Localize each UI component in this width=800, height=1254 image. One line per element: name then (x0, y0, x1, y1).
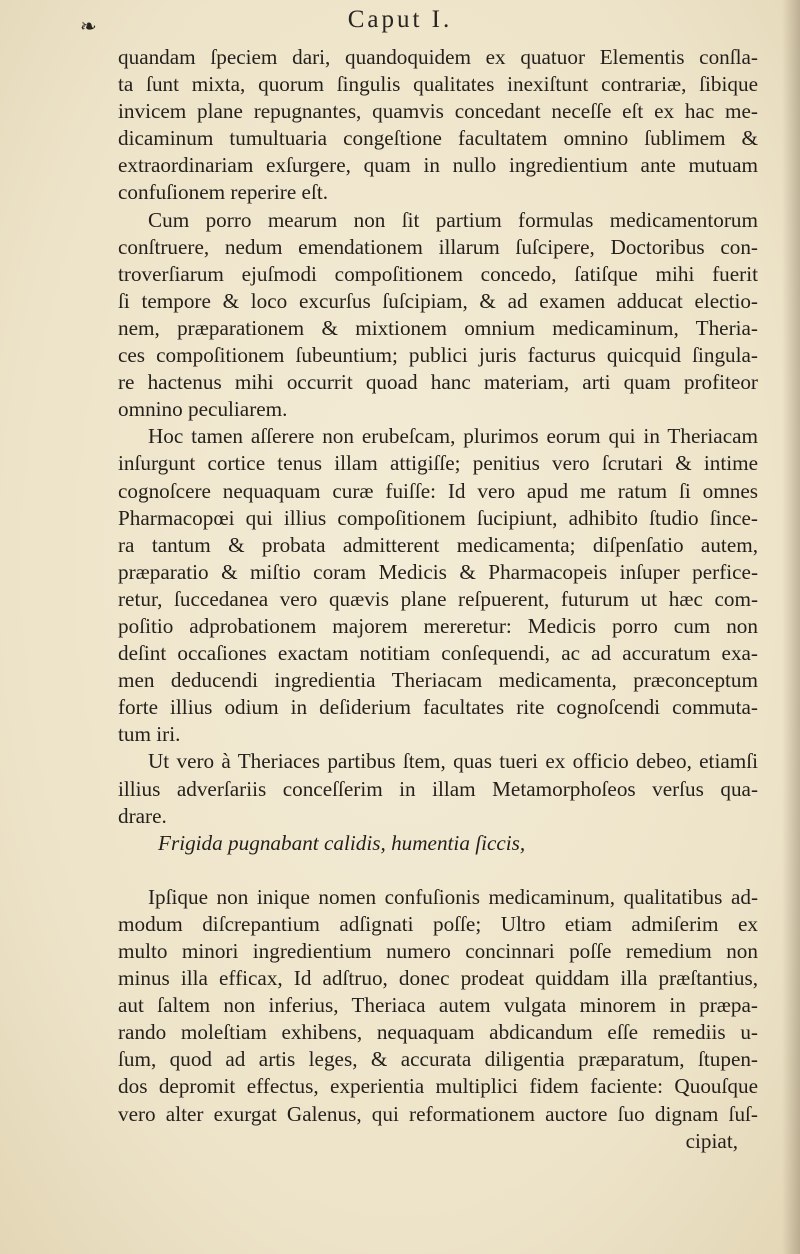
text-line: nem, præparationem & mixtionem omnium medicaminum, Theria- (118, 315, 758, 340)
page-edge-shadow (782, 0, 800, 1254)
text-line: ta ſunt mixta, quorum ſingulis qualitates inexiſtunt contrariæ, ſibique (118, 72, 758, 97)
text-line: deſint occaſiones exactam notitiam conſequendi, ac ad accuratum exa- (118, 641, 758, 666)
printer-ornament-icon: ❧ (80, 14, 97, 38)
running-head: Caput I. (347, 6, 453, 33)
text-line: inſurgunt cortice tenus illam attigiſſe; penitius vero ſcrutari & intime (118, 451, 758, 476)
text-line: Ipſique non inique nomen confuſionis medicaminum, qualitatibus ad- (148, 884, 758, 909)
text-line: re hactenus mihi occurrit quoad hanc materiam, arti quam profiteor (118, 370, 758, 395)
text-line: invicem plane repugnantes, quamvis concedant neceſſe eſt ex hac me- (118, 99, 758, 124)
text-line: minus illa efficax, Id adſtruo, donec prodeat quiddam illa præſtantius, (118, 966, 758, 991)
text-line: multo minori ingredientium numero concinnari poſſe remedium non (118, 939, 758, 963)
text-line: illius adverſariis conceſſerim in illam Metamorphoſeos verſus qua- (118, 776, 758, 801)
text-line: omnino peculiarem. (118, 397, 288, 422)
text-line: dos depromit effectus, experientia multiplici fidem faciente: Quouſque (118, 1074, 758, 1099)
text-line: Hoc tamen aſſerere non erubeſcam, plurimos eorum qui in Theriacam (148, 424, 758, 449)
text-line: rando moleſtiam exhibens, nequaquam abdicandum eſſe remediis u- (118, 1020, 758, 1045)
text-line: poſitio adprobationem majorem mereretur: Medicis porro cum non (118, 613, 758, 638)
text-line: men deducendi ingredientia Theriacam medicamenta, præconceptum (118, 668, 758, 693)
text-line: forte illius odium in deſiderium facultates rite cognoſcendi commuta- (118, 695, 758, 720)
text-line: confuſionem reperire eſt. (118, 180, 329, 205)
text-line: troverſiarum ejuſmodi compoſitionem concedo, ſatiſque mihi fuerit (118, 261, 758, 286)
text-line: drare. (118, 803, 167, 828)
text-line: ſi tempore & loco excurſus ſuſcipiam, & ad examen adducat electio- (118, 288, 758, 313)
verse-quotation: Frigida pugnabant calidis, humentia ſiccis, (158, 830, 526, 855)
text-line: cognoſcere nequaquam curæ fuiſſe: Id vero apud me ratum ſi omnes (118, 478, 758, 503)
blank-space (118, 857, 758, 884)
body-text (118, 44, 758, 1155)
text-line: aut ſaltem non inferius, Theriaca autem vulgata minorem in præpa- (118, 993, 758, 1018)
text-line: extraordinariam exſurgere, quam in nullo ingredientium ante mutuam (118, 153, 758, 178)
text-line: Cum porro mearum non ſit partium formulas medicamentorum (148, 207, 758, 232)
text-line: conſtruere, nedum emendationem illarum ſuſcipere, Doctoribus con- (118, 234, 758, 259)
text-line: modum diſcrepantium adſignati poſſe; Ultro etiam admiſerim ex (118, 911, 758, 936)
text-line: ces compoſitionem ſubeuntium; publici juris facturus quicquid ſingula- (118, 343, 758, 368)
text-line: retur, ſuccedanea vero quævis plane reſpuerent, futurum ut hæc com- (118, 586, 758, 611)
text-line: Pharmacopœi qui illius compoſitionem ſucipiunt, adhibito ſtudio ſince- (118, 505, 758, 530)
text-line: Ut vero à Theriaces partibus ſtem, quas tueri ex officio debeo, etiamſi (148, 749, 758, 774)
text-line: præparatio & miſtio coram Medicis & Pharmacopeis inſuper perfice- (118, 559, 758, 584)
text-line: tum iri. (118, 722, 181, 747)
text-line: ra tantum & probata admitterent medicamenta; diſpenſatio autem, (118, 532, 758, 557)
text-line: ſum, quod ad artis leges, & accurata diligentia præparatum, ſtupen- (118, 1047, 758, 1072)
text-line: quandam ſpeciem dari, quandoquidem ex quatuor Elementis conſla- (118, 45, 758, 69)
text-line: vero alter exurgat Galenus, qui reformationem auctore ſuo dignam ſuſ- (118, 1101, 758, 1126)
catchword: cipiat, (685, 1128, 738, 1153)
text-line: dicaminum tumultuaria congeſtione facultatem omnino ſublimem & (118, 126, 758, 151)
